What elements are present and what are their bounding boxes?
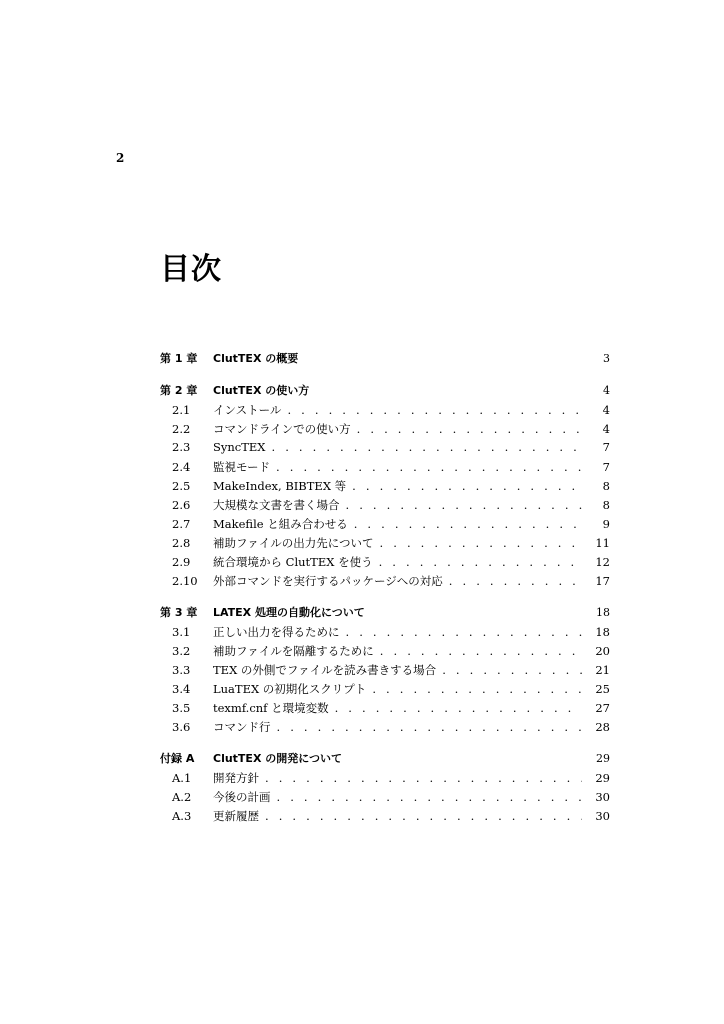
leader-dots — [276, 460, 582, 474]
section-number: 2.1 — [172, 403, 191, 417]
leader-dots — [379, 555, 582, 569]
leader-dots — [354, 517, 582, 531]
section-page: 30 — [595, 790, 610, 804]
section-number: 3.6 — [172, 720, 191, 734]
chapter-title: LATEX 処理の自動化について — [213, 606, 365, 619]
toc-section-row[interactable] — [160, 700, 610, 719]
leader-dots — [346, 498, 583, 512]
toc-chapter-1 — [160, 350, 610, 370]
toc-chapter-row[interactable] — [160, 750, 610, 770]
section-page: 18 — [595, 625, 610, 639]
section-title: コマンドラインでの使い方 — [213, 422, 351, 436]
toc-section-row[interactable] — [160, 770, 610, 789]
toc-section-row[interactable] — [160, 421, 610, 440]
section-number: 2.6 — [172, 498, 191, 512]
toc-chapter-row[interactable] — [160, 604, 610, 624]
section-page: 25 — [595, 682, 610, 696]
leader-dots — [357, 422, 582, 436]
chapter-page: 4 — [603, 384, 610, 397]
leader-dots — [352, 479, 582, 493]
toc-section-row[interactable] — [160, 478, 610, 497]
leader-dots — [277, 790, 583, 804]
section-page: 29 — [595, 771, 610, 785]
toc-section-row[interactable] — [160, 573, 610, 592]
toc-section-row[interactable] — [160, 719, 610, 738]
section-page: 17 — [595, 574, 610, 588]
section-title: 補助ファイルの出力先について — [213, 536, 374, 550]
section-title: 監視モード — [213, 460, 271, 474]
chapter-title: ClutTEX の開発について — [213, 752, 343, 765]
section-page: 7 — [602, 440, 610, 454]
section-title: texmf.cnf と環境変数 — [213, 701, 329, 715]
section-number: 2.3 — [172, 440, 191, 454]
toc-chapter-row[interactable] — [160, 350, 610, 370]
toc-chapter-2 — [160, 382, 610, 592]
section-page: 30 — [595, 809, 610, 823]
section-number: 3.4 — [172, 682, 191, 696]
toc-chapter-row[interactable] — [160, 382, 610, 402]
chapter-number: 付録 A — [160, 752, 195, 765]
section-page: 27 — [595, 701, 610, 715]
leader-dots — [449, 574, 582, 588]
section-page: 11 — [595, 536, 610, 550]
leader-dots — [265, 771, 582, 785]
section-title: LuaTEX の初期化スクリプト — [213, 682, 367, 696]
leader-dots — [271, 440, 582, 454]
section-number: 2.9 — [172, 555, 191, 569]
section-title: SyncTEX — [213, 440, 266, 454]
toc-appendix-a — [160, 750, 610, 827]
section-page: 7 — [602, 460, 610, 474]
section-number: 2.2 — [172, 422, 191, 436]
toc-section-row[interactable] — [160, 662, 610, 681]
section-number: A.1 — [172, 771, 192, 785]
section-page: 8 — [602, 479, 610, 493]
toc-section-row[interactable] — [160, 643, 610, 662]
chapter-number: 第 2 章 — [160, 384, 198, 397]
section-title: TEX の外側でファイルを読み書きする場合 — [213, 663, 437, 677]
section-number: A.2 — [172, 790, 192, 804]
leader-dots — [346, 625, 583, 639]
leader-dots — [265, 809, 582, 823]
chapter-title: ClutTEX の使い方 — [213, 384, 310, 397]
section-title: コマンド行 — [213, 720, 271, 734]
section-page: 9 — [602, 517, 610, 531]
toc-section-row[interactable] — [160, 624, 610, 643]
section-title: 大規模な文書を書く場合 — [213, 498, 340, 512]
section-number: 2.8 — [172, 536, 191, 550]
section-page: 8 — [602, 498, 610, 512]
section-page: 20 — [595, 644, 610, 658]
section-page: 21 — [595, 663, 610, 677]
toc-section-row[interactable] — [160, 459, 610, 478]
toc-section-row[interactable] — [160, 554, 610, 573]
leader-dots — [287, 403, 582, 417]
section-title: 開発方針 — [213, 771, 259, 785]
chapter-title: ClutTEX の概要 — [213, 352, 299, 365]
section-number: 3.2 — [172, 644, 191, 658]
toc-section-row[interactable] — [160, 402, 610, 421]
toc-title: 目次 — [160, 252, 222, 287]
section-title: 更新履歴 — [213, 809, 259, 823]
page-number: 2 — [116, 151, 125, 165]
section-title: 正しい出力を得るために — [213, 625, 340, 639]
section-number: 3.3 — [172, 663, 191, 677]
table-of-contents — [160, 350, 610, 839]
section-number: 3.5 — [172, 701, 191, 715]
toc-section-row[interactable] — [160, 789, 610, 808]
section-title: 外部コマンドを実行するパッケージへの対応 — [213, 574, 443, 588]
section-page: 4 — [602, 422, 610, 436]
toc-section-row[interactable] — [160, 535, 610, 554]
toc-section-row[interactable] — [160, 497, 610, 516]
section-title: MakeIndex, BIBTEX 等 — [213, 479, 347, 493]
leader-dots — [277, 720, 583, 734]
leader-dots — [372, 682, 582, 696]
section-number: 3.1 — [172, 625, 191, 639]
chapter-page: 18 — [596, 606, 610, 619]
chapter-number: 第 3 章 — [160, 606, 198, 619]
chapter-page: 3 — [603, 352, 610, 365]
section-number: 2.4 — [172, 460, 191, 474]
toc-section-row[interactable] — [160, 440, 610, 459]
section-title: Makefile と組み合わせる — [213, 517, 348, 531]
leader-dots — [380, 644, 582, 658]
section-number: 2.7 — [172, 517, 191, 531]
leader-dots — [335, 701, 582, 715]
section-title: インストール — [213, 403, 282, 417]
toc-section-row[interactable] — [160, 681, 610, 700]
leader-dots — [442, 663, 582, 677]
section-title: 補助ファイルを隔離するために — [213, 644, 374, 658]
toc-section-row[interactable] — [160, 808, 610, 827]
section-number: A.3 — [172, 809, 192, 823]
chapter-page: 29 — [596, 752, 610, 765]
section-number: 2.10 — [172, 574, 198, 588]
leader-dots — [380, 536, 582, 550]
toc-section-row[interactable] — [160, 516, 610, 535]
chapter-number: 第 1 章 — [160, 352, 198, 365]
section-page: 12 — [595, 555, 610, 569]
section-page: 28 — [595, 720, 610, 734]
section-page: 4 — [602, 403, 610, 417]
section-number: 2.5 — [172, 479, 191, 493]
section-title: 今後の計画 — [213, 790, 271, 804]
section-title: 統合環境から ClutTEX を使う — [213, 555, 373, 569]
toc-chapter-3 — [160, 604, 610, 738]
